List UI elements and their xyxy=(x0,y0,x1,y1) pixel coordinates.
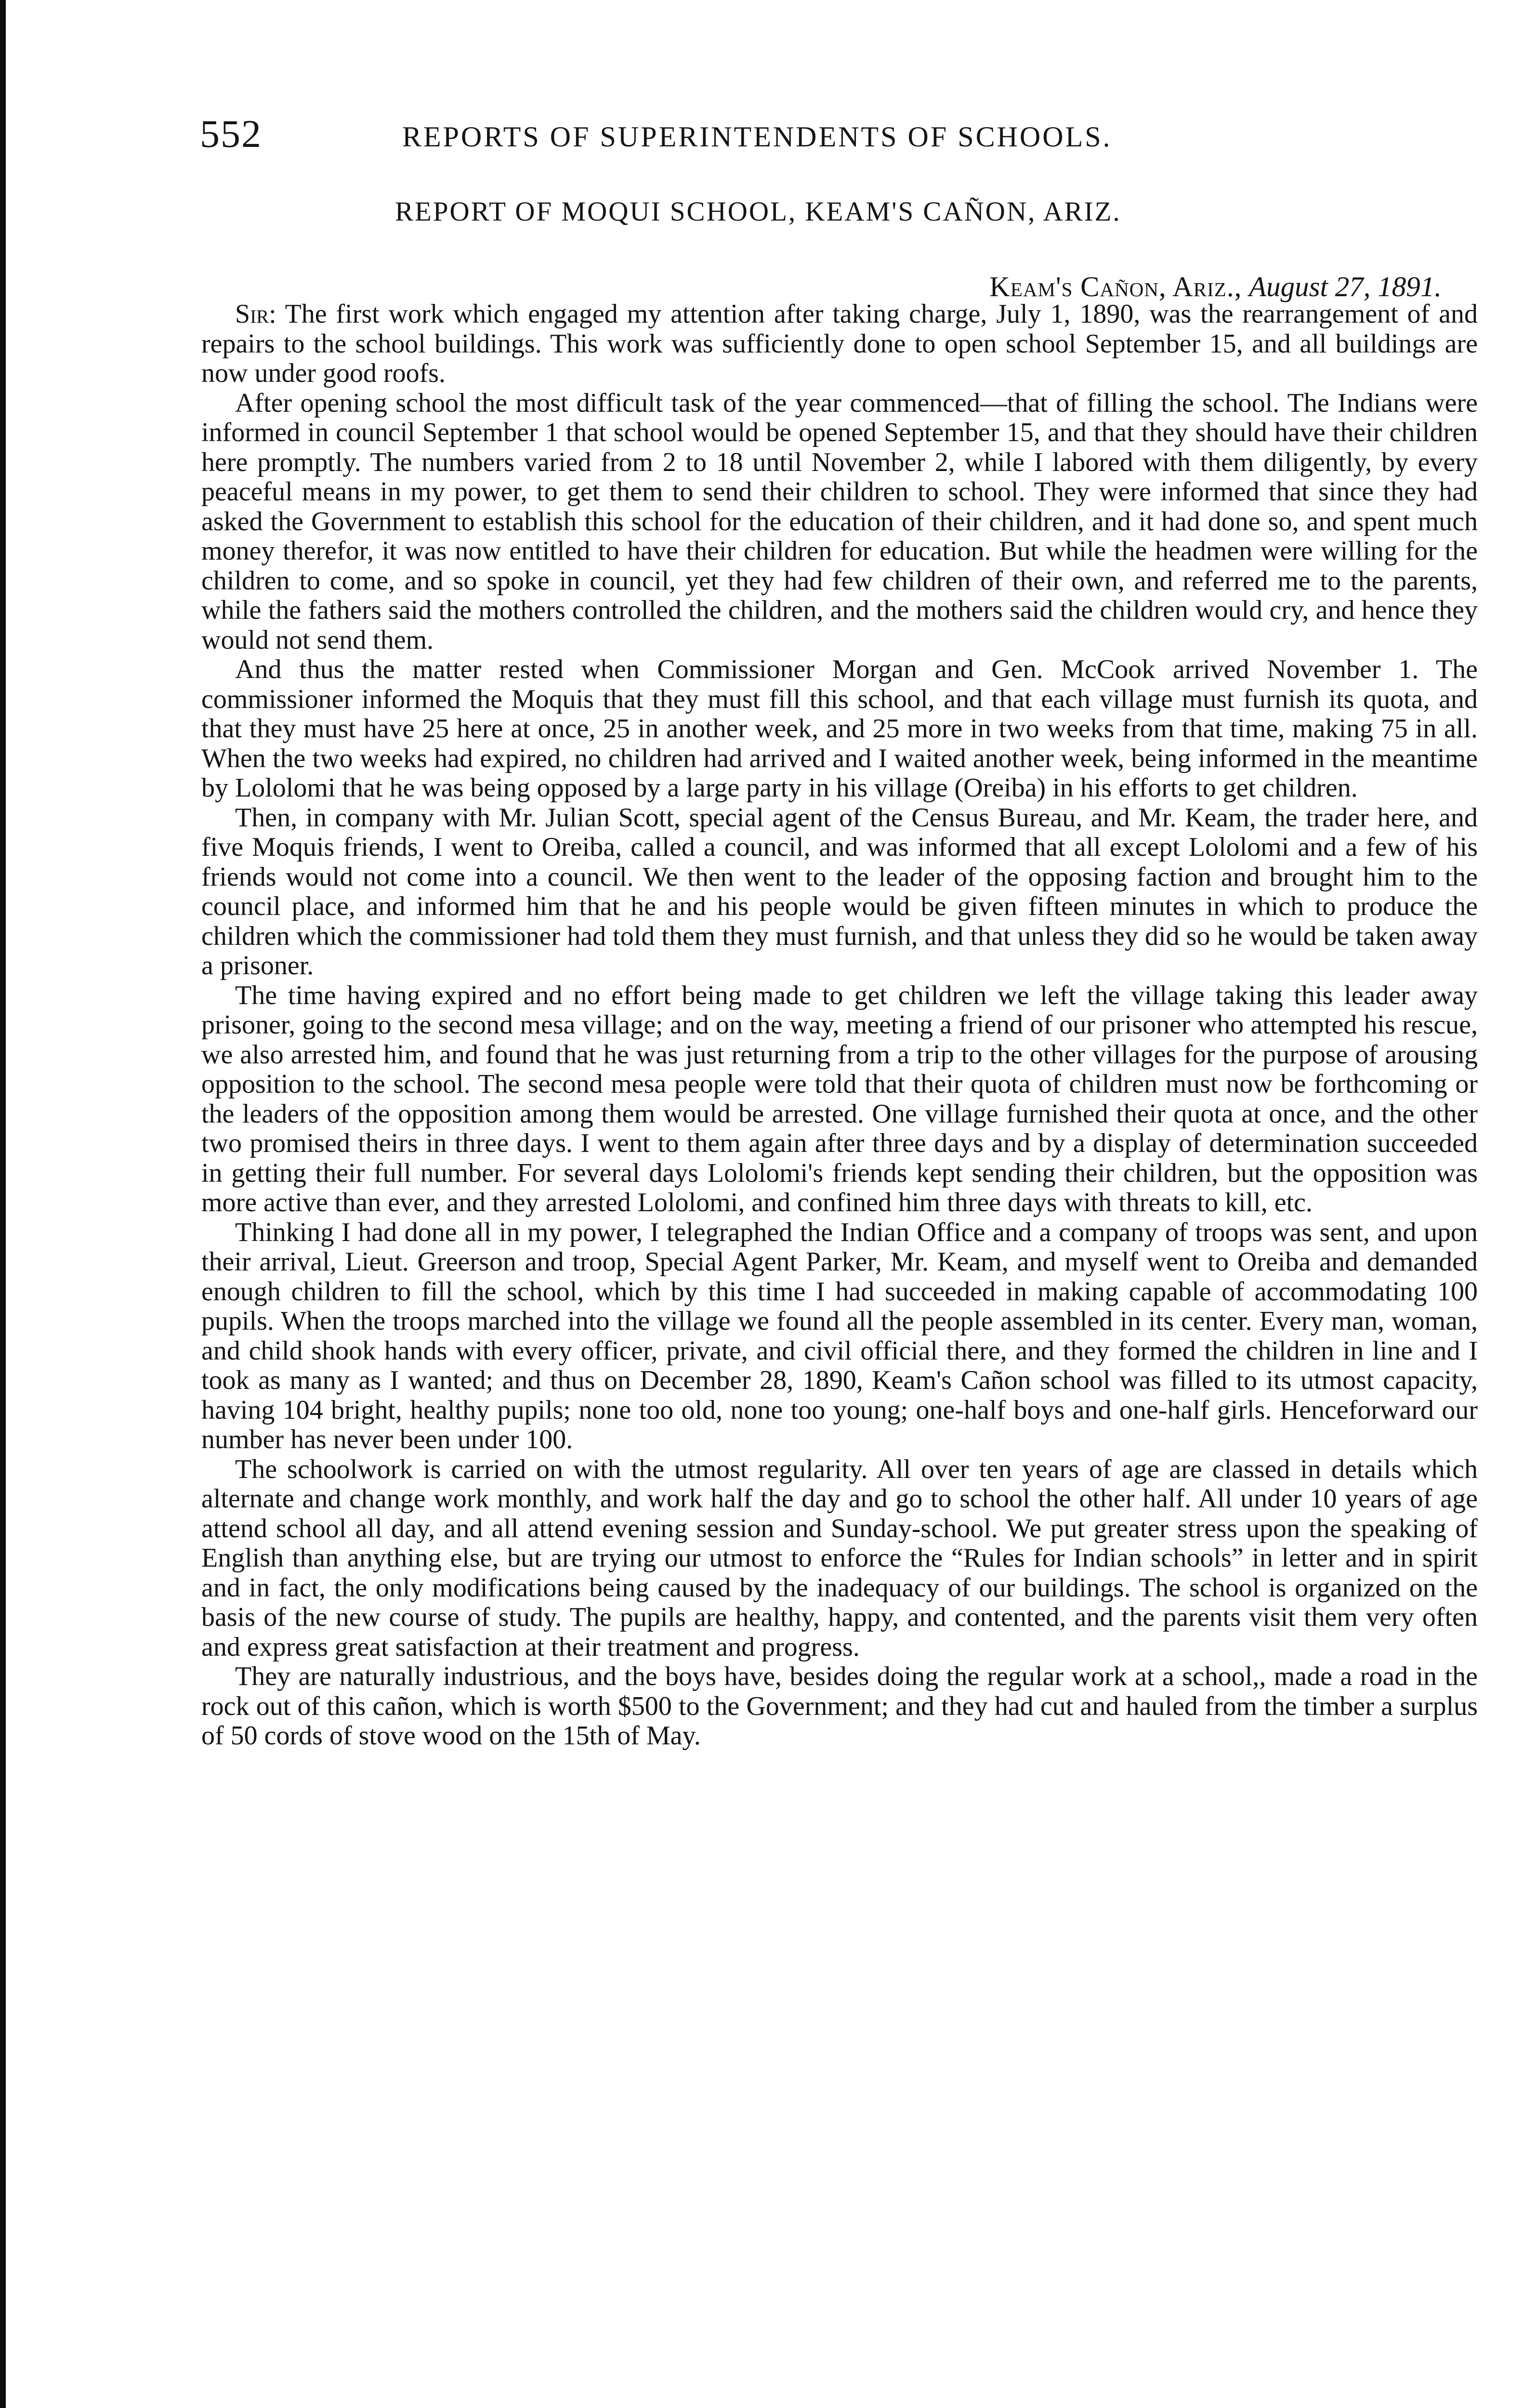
salutation: Sir: xyxy=(235,299,276,329)
report-body xyxy=(201,300,1478,1751)
paragraph-text: The first work which engaged my attention after taking charge, July 1, 1890, was the rearrangement of and repairs to the school buildings. This work was sufficiently done to open school September 15, and all buildings are now under good roofs. xyxy=(201,299,1478,388)
page-number: 552 xyxy=(200,112,262,156)
paragraph-7: The schoolwork is carried on with the utmost regularity. All over ten years of age are classed in details which alternate and change work monthly, and work half the day and go to school the other half. All under 10 years of age attend school all day, and all attend evening session and Sunday-school. We put greater stress upon the speaking of English than anything else, but are trying our utmost to enforce the “Rules for Indian schools” in letter and in spirit and in fact, the only modifications being caused by the inadequacy of our buildings. The school is organized on the basis of the new course of study. The pupils are healthy, happy, and contented, and the parents visit them very often and express great satisfaction at their treatment and progress. xyxy=(201,1454,1478,1662)
dateline-place: Keam's Cañon, Ariz., xyxy=(989,271,1242,302)
paragraph-6: Thinking I had done all in my power, I telegraphed the Indian Office and a company of troops was sent, and upon their arrival, Lieut. Greerson and troop, Special Agent Parker, Mr. Keam, and myself went to Oreiba and demanded enough children to fill the school, which by this time I had succeeded in making capable of accommodating 100 pupils. When the troops marched into the village we found all the people assembled in its center. Every man, woman, and child shook hands with every officer, private, and civil official there, and they formed the children in line and I took as many as I wanted; and thus on December 28, 1890, Keam's Cañon school was filled to its utmost capacity, having 104 bright, healthy pupils; none too old, none too young; one-half boys and one-half girls. Henceforward our number has never been under 100. xyxy=(201,1217,1478,1454)
paragraph-1 xyxy=(201,300,1478,389)
page-header xyxy=(200,110,1322,158)
paragraph-8: They are naturally industrious, and the boys have, besides doing the regular work at a school,, made a road in the rock out of this cañon, which is worth $500 to the Government; and they had cut and hauled from the timber a surplus of 50 cords of stove wood on the 15th of May. xyxy=(201,1662,1478,1751)
report-title: REPORT OF MOQUI SCHOOL, KEAM'S CAÑON, ARIZ. xyxy=(395,196,1121,227)
scan-left-edge xyxy=(0,0,6,2408)
dateline-date: August 27, 1891. xyxy=(1249,271,1442,302)
paragraph-3: And thus the matter rested when Commissioner Morgan and Gen. McCook arrived November 1. The commissioner informed the Moquis that they must fill this school, and that each village must furnish its quota, and that they must have 25 here at once, 25 in another week, and 25 more in two weeks from that time, making 75 in all. When the two weeks had expired, no children had arrived and I waited another week, being informed in the meantime by Lololomi that he was being opposed by a large party in his village (Oreiba) in his efforts to get children. xyxy=(201,654,1478,803)
paragraph-5: The time having expired and no effort being made to get children we left the village taking this leader away prisoner, going to the second mesa village; and on the way, meeting a friend of our prisoner who attempted his rescue, we also arrested him, and found that he was just returning from a trip to the other villages for the purpose of arousing opposition to the school. The second mesa people were told that their quota of children must now be forthcoming or the leaders of the opposition among them would be arrested. One village furnished their quota at once, and the other two promised theirs in three days. I went to them again after three days and by a display of determination succeeded in getting their full number. For several days Lololomi's friends kept sending their children, but the opposition was more active than ever, and they arrested Lololomi, and confined him three days with threats to kill, etc. xyxy=(201,980,1478,1217)
running-head: REPORTS OF SUPERINTENDENTS OF SCHOOLS. xyxy=(402,121,1112,153)
paragraph-4: Then, in company with Mr. Julian Scott, special agent of the Census Bureau, and Mr. Keam, the trader here, and five Moquis friends, I went to Oreiba, called a council, and was informed that all except Lololomi and a few of his friends would not come into a council. We then went to the leader of the opposing faction and brought him to the council place, and informed him that he and his people would be given fifteen minutes in which to produce the children which the commissioner had told them they must furnish, and that unless they did so he would be taken away a prisoner. xyxy=(201,802,1478,981)
paragraph-2: After opening school the most difficult task of the year commenced—that of filling the school. The Indians were informed in council September 1 that school would be opened September 15, and that they should have their children here promptly. The numbers varied from 2 to 18 until November 2, while I labored with them diligently, by every peaceful means in my power, to get them to send their children to school. They were informed that since they had asked the Government to establish this school for the education of their children, and it had done so, and spent much money therefor, it was now entitled to have their children for education. But while the headmen were willing for the children to come, and so spoke in council, yet they had few children of their own, and referred me to the parents, while the fathers said the mothers controlled the children, and the mothers said the children would cry, and hence they would not send them. xyxy=(201,388,1478,655)
